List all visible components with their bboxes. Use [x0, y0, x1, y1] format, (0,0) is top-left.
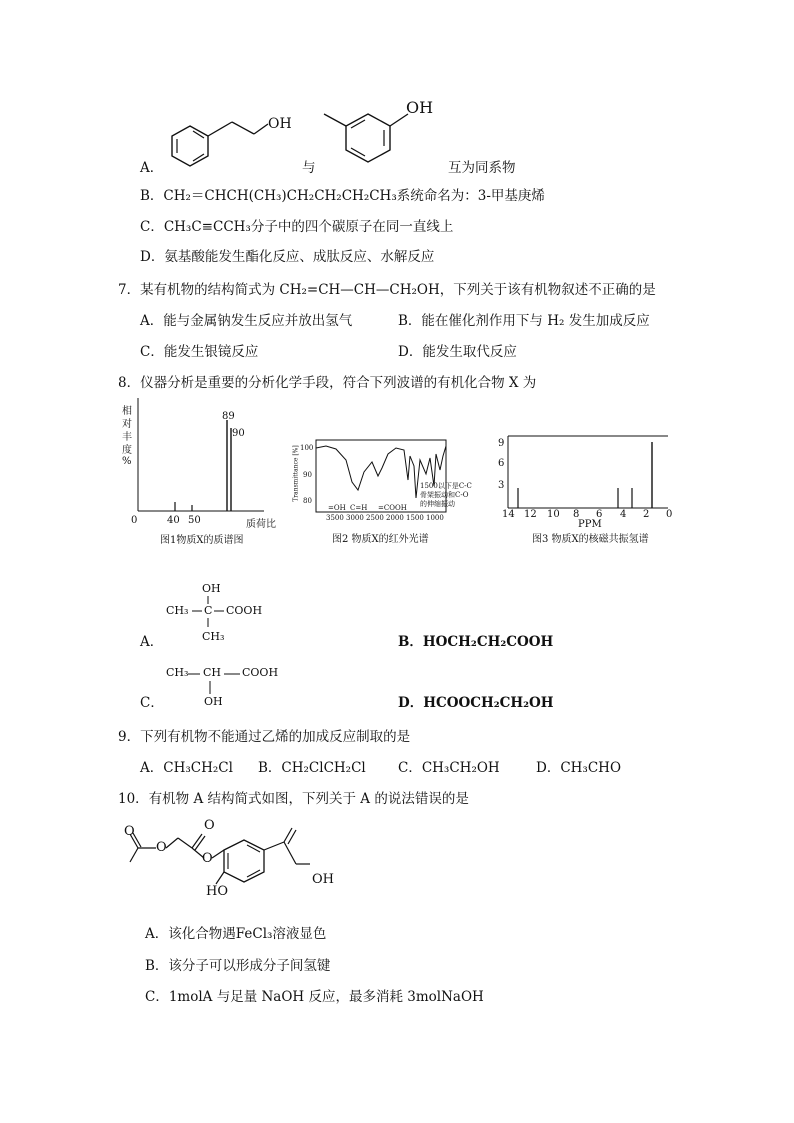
q8-optC-ch3: CH₃ [166, 666, 189, 679]
ms-peak-label-90: 90 [232, 428, 245, 439]
q9-optionB: B．CH₂ClCH₂Cl [258, 760, 366, 776]
nmr-xtick-14: 14 [502, 509, 515, 520]
q8-optC-bonds [188, 672, 268, 702]
q10-struct-o3-top: O [204, 818, 215, 833]
q8-optC-oh: OH [204, 695, 223, 708]
q8-optionB: B．HOCH₂CH₂COOH [398, 634, 554, 650]
compound-A-structure [120, 820, 350, 910]
nmr-xtick-2: 2 [643, 509, 650, 520]
q8-optC-ch: CH [203, 666, 222, 679]
q9-optionC: C．CH₃CH₂OH [398, 760, 500, 776]
nmr-xtick-0: 0 [666, 509, 673, 520]
ir-xtick-1000: 1000 [426, 514, 444, 522]
q8-optA-oh: OH [202, 582, 221, 595]
q10-struct-o1: O [124, 824, 135, 839]
nmr-xtick-6: 6 [596, 509, 603, 520]
q7-optionD: D．能发生取代反应 [398, 344, 517, 360]
ir-xtick-3000: 3000 [346, 514, 364, 522]
q6-mol2-oh: OH [406, 98, 434, 117]
q8-optionA-label: A． [140, 634, 164, 650]
ir-xtick-3500: 3500 [326, 514, 344, 522]
q10-optionA: A．该化合物遇FeCl₃溶液显色 [145, 926, 327, 942]
nmr-ytick-9: 9 [498, 438, 505, 449]
ms-ylabel-2: 对 [122, 419, 132, 430]
ms-tick-40: 40 [167, 515, 180, 526]
ir-xtick-2000: 2000 [386, 514, 404, 522]
q8-optionC-label: C． [140, 695, 164, 711]
ir-annot-3: 的伸缩振动 [420, 500, 455, 508]
q6-optionA-label: A． [140, 160, 164, 176]
ms-caption: 图1物质X的质谱图 [160, 535, 244, 546]
nmr-xtick-10: 10 [547, 509, 560, 520]
ms-tick-50: 50 [188, 515, 201, 526]
ms-ylabel-4: 度 [122, 445, 132, 456]
q6-optionB: B．CH₂＝CHCH(CH₃)CH₂CH₂CH₂CH₃系统命名为：3-甲基庚烯 [140, 188, 545, 204]
ir-annot-2: 骨架振动和C-O [420, 491, 469, 499]
ms-ylabel-5: % [122, 456, 132, 467]
nmr-ytick-3: 3 [498, 480, 505, 491]
q8-stem: 8．仪器分析是重要的分析化学手段，符合下列波谱的有机化合物 X 为 [118, 375, 537, 391]
ms-ylabel-1: 相 [122, 406, 132, 417]
m-cresol-structure [318, 92, 458, 172]
ir-ytick-90: 90 [303, 471, 312, 479]
ir-legend-cooh: =COOH [378, 504, 407, 512]
nmr-xtick-8: 8 [573, 509, 580, 520]
nmr-xtick-12: 12 [524, 509, 537, 520]
q8-optA-ch3b: CH₃ [202, 630, 225, 643]
ir-xtick-1500: 1500 [406, 514, 424, 522]
q10-optionC: C．1molA 与足量 NaOH 反应，最多消耗 3molNaOH [145, 989, 484, 1005]
q6-optionC: C．CH₃C≡CCH₃分子中的四个碳原子在同一直线上 [140, 219, 454, 235]
nmr-xtick-4: 4 [620, 509, 627, 520]
q6-optionA-with: 与 [302, 160, 316, 176]
ir-ylabel: Transmittance [%] [292, 445, 300, 502]
ir-xtick-2500: 2500 [366, 514, 384, 522]
ir-caption: 图2 物质X的红外光谱 [332, 534, 429, 545]
q8-optC-cooh: COOH [242, 666, 279, 679]
q10-struct-o2: O [156, 840, 167, 855]
q7-stem: 7．某有机物的结构简式为 CH₂=CH—CH—CH₂OH，下列关于该有机物叙述不正确的是 [118, 282, 656, 298]
ms-peak-label-89: 89 [222, 411, 235, 422]
ms-xlabel: 质荷比 [246, 519, 276, 530]
q6-mol1-oh: OH [268, 116, 292, 132]
nmr-xlabel: PPM [578, 519, 602, 530]
ir-legend-ch: C=H [350, 504, 368, 512]
q10-optionB: B．该分子可以形成分子间氢键 [145, 958, 331, 974]
ir-ytick-100: 100 [300, 444, 314, 452]
q9-stem: 9．下列有机物不能通过乙烯的加成反应制取的是 [118, 729, 411, 745]
ir-annot-1: 1500以下是C-C [420, 482, 472, 490]
q8-optA-cooh: COOH [226, 604, 263, 617]
nmr-axes [506, 436, 676, 516]
q8-optionD: D．HCOOCH₂CH₂OH [398, 695, 554, 711]
q10-struct-ho: HO [206, 884, 228, 899]
q10-struct-o3: O [202, 851, 213, 866]
nmr-caption: 图3 物质X的核磁共振氢谱 [532, 534, 649, 545]
q10-stem: 10．有机物 A 结构简式如图，下列关于 A 的说法错误的是 [118, 791, 469, 807]
ir-legend-oh: =OH [328, 504, 346, 512]
ms-axes [134, 398, 274, 518]
ms-ylabel-3: 丰 [122, 432, 132, 443]
q7-optionA: A．能与金属钠发生反应并放出氢气 [140, 313, 353, 329]
nmr-ytick-6: 6 [498, 458, 505, 469]
q9-optionD: D．CH₃CHO [536, 760, 622, 776]
q10-struct-oh: OH [312, 872, 334, 887]
q8-optA-c: C [204, 604, 213, 617]
q6-optionA-tail: 互为同系物 [448, 160, 516, 176]
ms-tick-0: 0 [131, 515, 138, 526]
q6-optionD: D．氨基酸能发生酯化反应、成肽反应、水解反应 [140, 249, 435, 265]
q8-optA-ch3: CH₃ [166, 604, 189, 617]
q7-optionB: B．能在催化剂作用下与 H₂ 发生加成反应 [398, 313, 650, 329]
q7-optionC: C．能发生银镜反应 [140, 344, 259, 360]
q9-optionA: A．CH₃CH₂Cl [140, 760, 233, 776]
ir-ytick-80: 80 [303, 497, 312, 505]
